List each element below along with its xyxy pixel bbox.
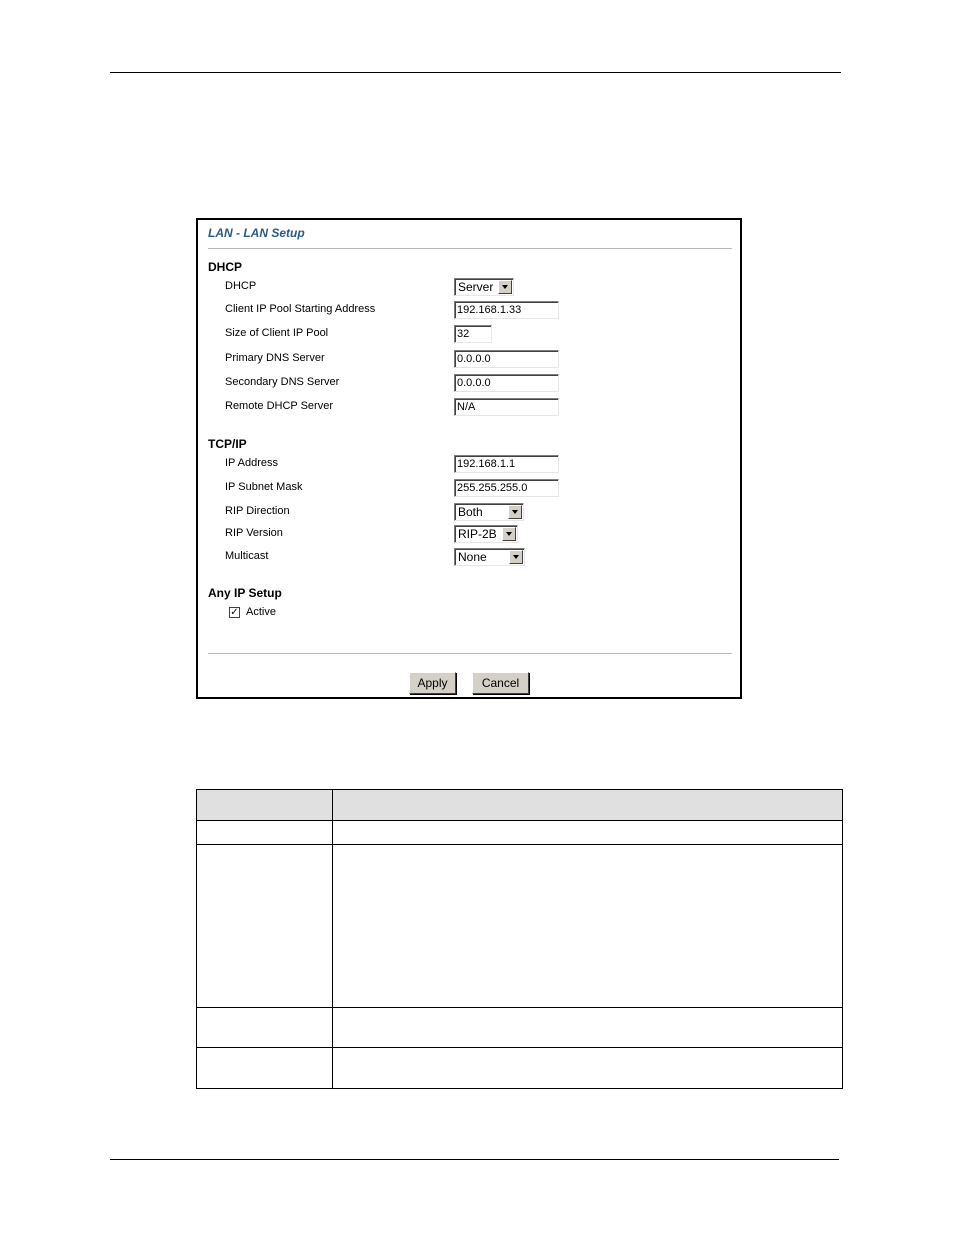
active-checkbox[interactable] <box>229 607 240 618</box>
rip-direction-select[interactable] <box>454 503 524 521</box>
dhcp-label: DHCP <box>225 280 257 292</box>
multicast-label: Multicast <box>225 550 269 562</box>
footer-rule <box>110 1159 839 1160</box>
description-table <box>196 789 843 1089</box>
table-cell <box>333 845 843 1008</box>
dhcp-heading: DHCP <box>208 260 243 274</box>
table-row <box>197 1008 843 1048</box>
ip-address-label: IP Address <box>225 457 278 469</box>
pool-start-input[interactable]: 192.168.1.33 <box>454 301 559 319</box>
rip-version-value: RIP-2B <box>458 527 497 541</box>
lan-setup-panel <box>196 218 742 699</box>
footer-divider <box>208 653 732 654</box>
subnet-mask-label: IP Subnet Mask <box>225 481 303 493</box>
checkmark-icon: ✓ <box>230 607 239 618</box>
title-divider <box>208 248 732 249</box>
secondary-dns-label: Secondary DNS Server <box>225 376 340 388</box>
table-cell <box>197 821 333 845</box>
table-header-row <box>197 790 843 821</box>
table-cell <box>333 821 843 845</box>
table-row <box>197 1048 843 1089</box>
table-row <box>197 845 843 1008</box>
cancel-button[interactable]: Cancel <box>472 672 529 694</box>
table-cell <box>197 1048 333 1089</box>
rip-version-label: RIP Version <box>225 527 283 539</box>
chevron-down-icon[interactable] <box>498 280 512 294</box>
subnet-mask-input[interactable]: 255.255.255.0 <box>454 479 559 497</box>
table-cell <box>333 1008 843 1048</box>
chevron-down-icon[interactable] <box>509 550 523 564</box>
chevron-down-icon[interactable] <box>502 527 516 541</box>
table-header-cell <box>197 790 333 821</box>
table-cell <box>197 1008 333 1048</box>
rip-direction-label: RIP Direction <box>225 505 290 517</box>
primary-dns-label: Primary DNS Server <box>225 352 325 364</box>
active-label: Active <box>246 606 276 618</box>
pool-start-label: Client IP Pool Starting Address <box>225 303 376 315</box>
ip-address-input[interactable]: 192.168.1.1 <box>454 455 559 473</box>
table-row <box>197 821 843 845</box>
chevron-down-icon[interactable] <box>508 505 522 519</box>
dhcp-select[interactable] <box>454 278 514 296</box>
dhcp-select-value: Server <box>458 280 494 294</box>
table-cell <box>197 845 333 1008</box>
table-header-cell <box>333 790 843 821</box>
tcpip-heading: TCP/IP <box>208 437 247 451</box>
rip-version-select[interactable] <box>454 525 518 543</box>
header-rule <box>110 72 841 73</box>
anyip-heading: Any IP Setup <box>208 586 282 600</box>
pool-size-input[interactable]: 32 <box>454 325 492 343</box>
rip-direction-value: Both <box>458 505 483 519</box>
remote-dhcp-input[interactable]: N/A <box>454 398 559 416</box>
secondary-dns-input[interactable]: 0.0.0.0 <box>454 374 559 392</box>
table-cell <box>333 1048 843 1089</box>
apply-button[interactable]: Apply <box>409 672 456 694</box>
primary-dns-input[interactable]: 0.0.0.0 <box>454 350 559 368</box>
multicast-value: None <box>458 550 487 564</box>
remote-dhcp-label: Remote DHCP Server <box>225 400 333 412</box>
pool-size-label: Size of Client IP Pool <box>225 327 329 339</box>
panel-title: LAN - LAN Setup <box>208 226 305 240</box>
multicast-select[interactable] <box>454 548 525 566</box>
